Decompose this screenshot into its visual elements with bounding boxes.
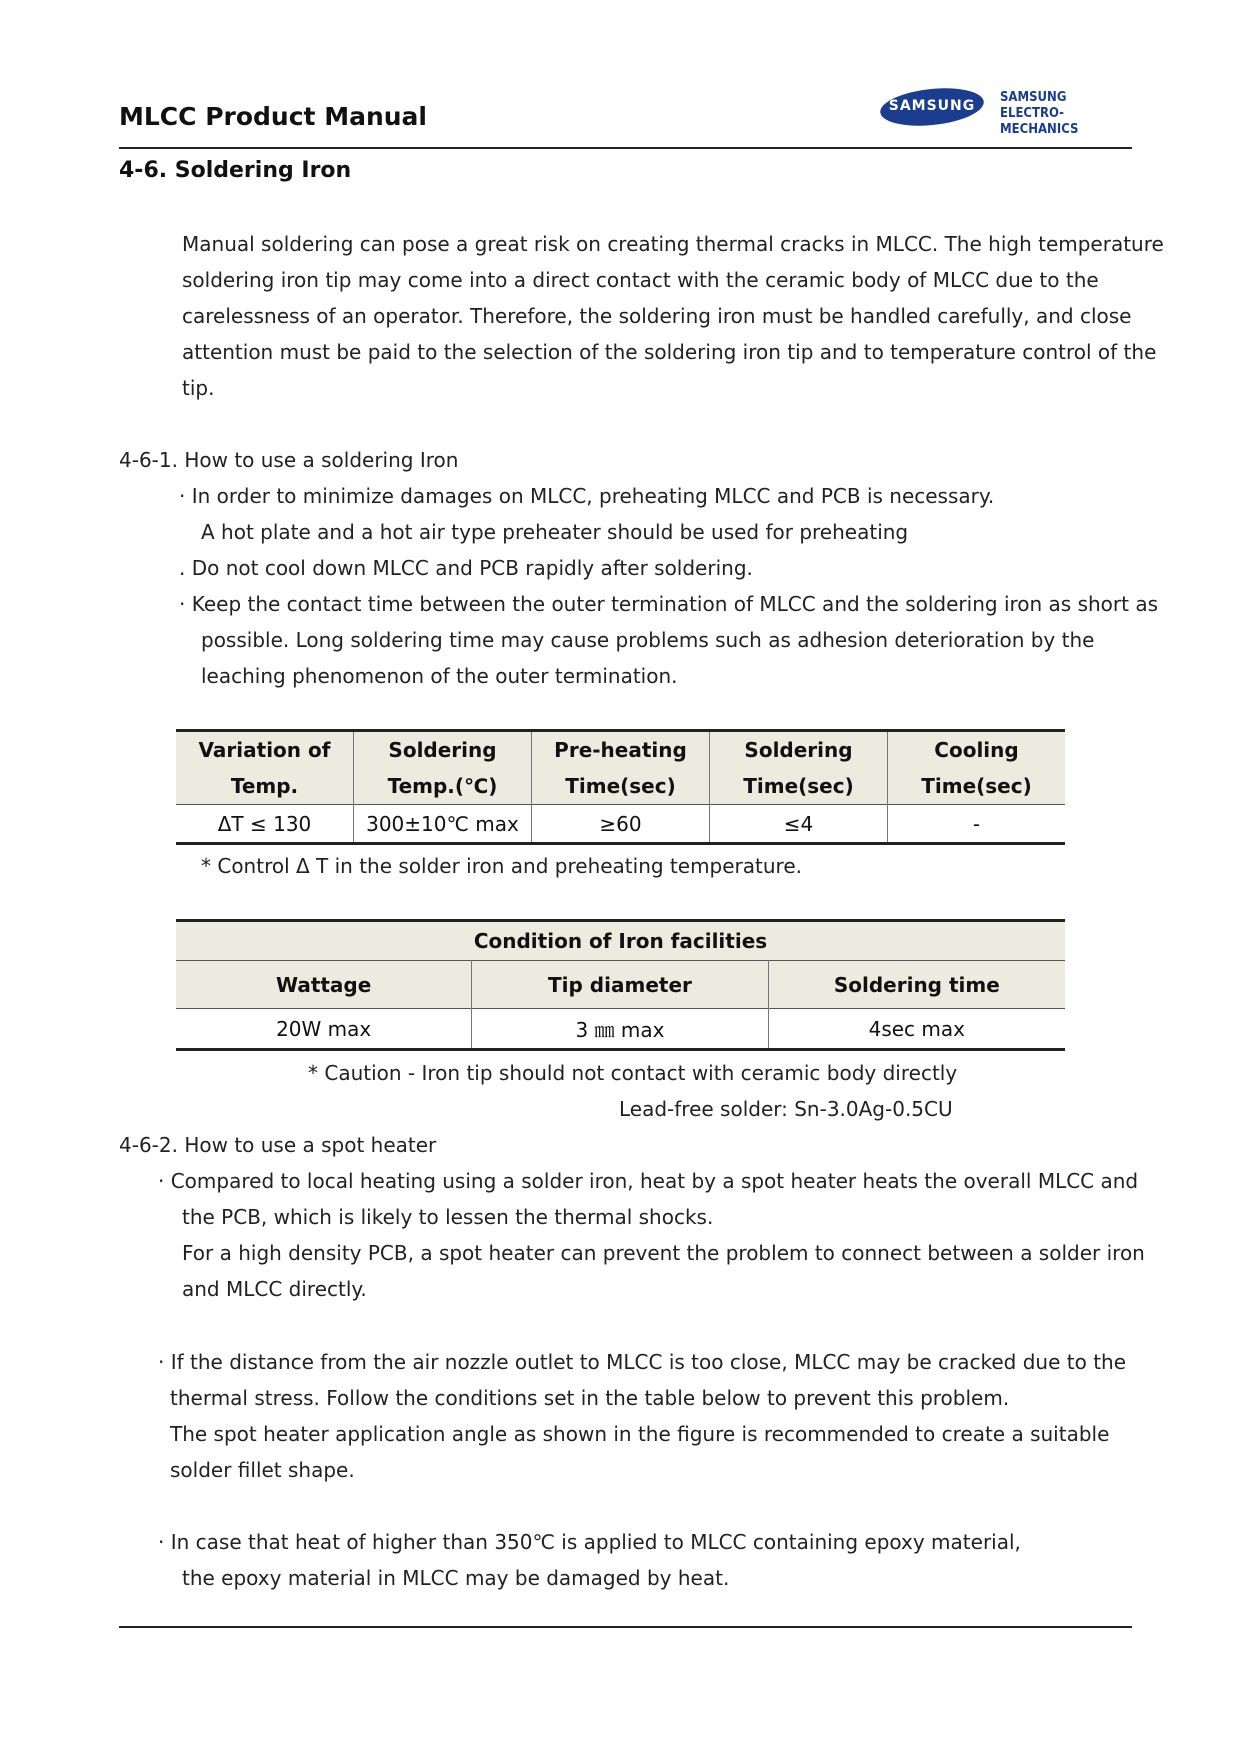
footer-rule (119, 1626, 1132, 1628)
table-note: * Control Δ T in the solder iron and preheating temperature. (201, 854, 802, 878)
header-line: Cooling (934, 738, 1019, 762)
header-line: Time(sec) (921, 774, 1032, 798)
logo-line-1: SAMSUNG (1000, 90, 1067, 105)
intro-line: carelessness of an operator. Therefore, the soldering iron must be handled carefully, and close (182, 304, 1132, 328)
header-line: Soldering (388, 738, 497, 762)
table-cell: ≥60 (532, 805, 710, 844)
caution-note: * Caution - Iron tip should not contact with ceramic body directly (308, 1061, 958, 1085)
bullet-line: and MLCC directly. (182, 1277, 367, 1301)
bullet-line: For a high density PCB, a spot heater can prevent the problem to connect between a solder iron (182, 1241, 1145, 1265)
solder-note: Lead-free solder: Sn-3.0Ag-0.5CU (619, 1097, 953, 1121)
header-line: Variation of (198, 738, 331, 762)
samsung-logo (880, 88, 1132, 137)
table-header-cell (532, 731, 710, 805)
table-header-cell (354, 731, 532, 805)
table-cell: 20W max (176, 1009, 472, 1050)
header-line: Time(sec) (743, 774, 854, 798)
table-cell: ≤4 (710, 805, 888, 844)
table-row (176, 805, 1065, 844)
table-header-cell: Wattage (176, 961, 472, 1009)
iron-facilities-table (176, 919, 1065, 1051)
bullet-line: solder fillet shape. (170, 1458, 355, 1482)
bullet-line: thermal stress. Follow the conditions set in the table below to prevent this problem. (170, 1386, 1010, 1410)
header-line: Time(sec) (565, 774, 676, 798)
bullet-line: possible. Long soldering time may cause problems such as adhesion deterioration by the (201, 628, 1095, 652)
bullet-line: the epoxy material in MLCC may be damaged by heat. (182, 1566, 730, 1590)
table-header-cell (176, 731, 354, 805)
table-cell: ΔT ≤ 130 (176, 805, 354, 844)
header-line: Soldering (744, 738, 853, 762)
table-title: Condition of Iron facilities (473, 929, 768, 953)
bullet-line: A hot plate and a hot air type preheater should be used for preheating (201, 520, 909, 544)
logo-company-name (1000, 90, 1132, 138)
bullet-line: · Keep the contact time between the outer termination of MLCC and the soldering iron as short as (179, 592, 1159, 616)
intro-line: attention must be paid to the selection of the soldering iron tip and to temperature control of the (182, 340, 1157, 364)
logo-line-2: ELECTRO-MECHANICS (1000, 106, 1079, 137)
bullet-line: · If the distance from the air nozzle outlet to MLCC is too close, MLCC may be cracked due to the (158, 1350, 1127, 1374)
section-title: 4-6. Soldering Iron (119, 158, 352, 183)
table-cell: - (972, 811, 981, 836)
table-cell: 300±10℃ max (354, 805, 532, 844)
header-line: Pre-heating (554, 738, 687, 762)
table-header-cell (710, 731, 888, 805)
intro-line: soldering iron tip may come into a direct contact with the ceramic body of MLCC due to the (182, 268, 1099, 292)
bullet-line: The spot heater application angle as shown in the figure is recommended to create a suitable (170, 1422, 1110, 1446)
header-rule (119, 147, 1132, 149)
header-line: Temp. (230, 774, 299, 798)
header-line: Temp.(℃) (387, 774, 498, 798)
bullet-line: leaching phenomenon of the outer termination. (201, 664, 678, 688)
bullet-line: · Compared to local heating using a solder iron, heat by a spot heater heats the overall MLCC and (158, 1169, 1139, 1193)
bullet-line: · In order to minimize damages on MLCC, preheating MLCC and PCB is necessary. (179, 484, 995, 508)
table-cell: 3 ㎜ max (472, 1009, 768, 1050)
table-header-cell: Soldering time (833, 972, 1000, 997)
table-header-cell (888, 731, 1066, 805)
table-header-cell: Tip diameter (472, 961, 768, 1009)
document-title: MLCC Product Manual (119, 102, 427, 131)
logo-word: SAMSUNG (888, 98, 976, 114)
soldering-table (176, 729, 1065, 845)
subsection-title: 4-6-1. How to use a soldering Iron (119, 448, 459, 472)
subsection-title: 4-6-2. How to use a spot heater (119, 1133, 437, 1157)
intro-line: tip. (182, 376, 215, 400)
bullet-line: · In case that heat of higher than 350℃ is applied to MLCC containing epoxy material, (158, 1530, 1021, 1554)
bullet-line: the PCB, which is likely to lessen the thermal shocks. (182, 1205, 714, 1229)
table-row (176, 1009, 1065, 1050)
intro-line: Manual soldering can pose a great risk on creating thermal cracks in MLCC. The high temperature (182, 232, 1164, 256)
bullet-line: . Do not cool down MLCC and PCB rapidly after soldering. (179, 556, 753, 580)
table-cell: 4sec max (868, 1016, 965, 1041)
